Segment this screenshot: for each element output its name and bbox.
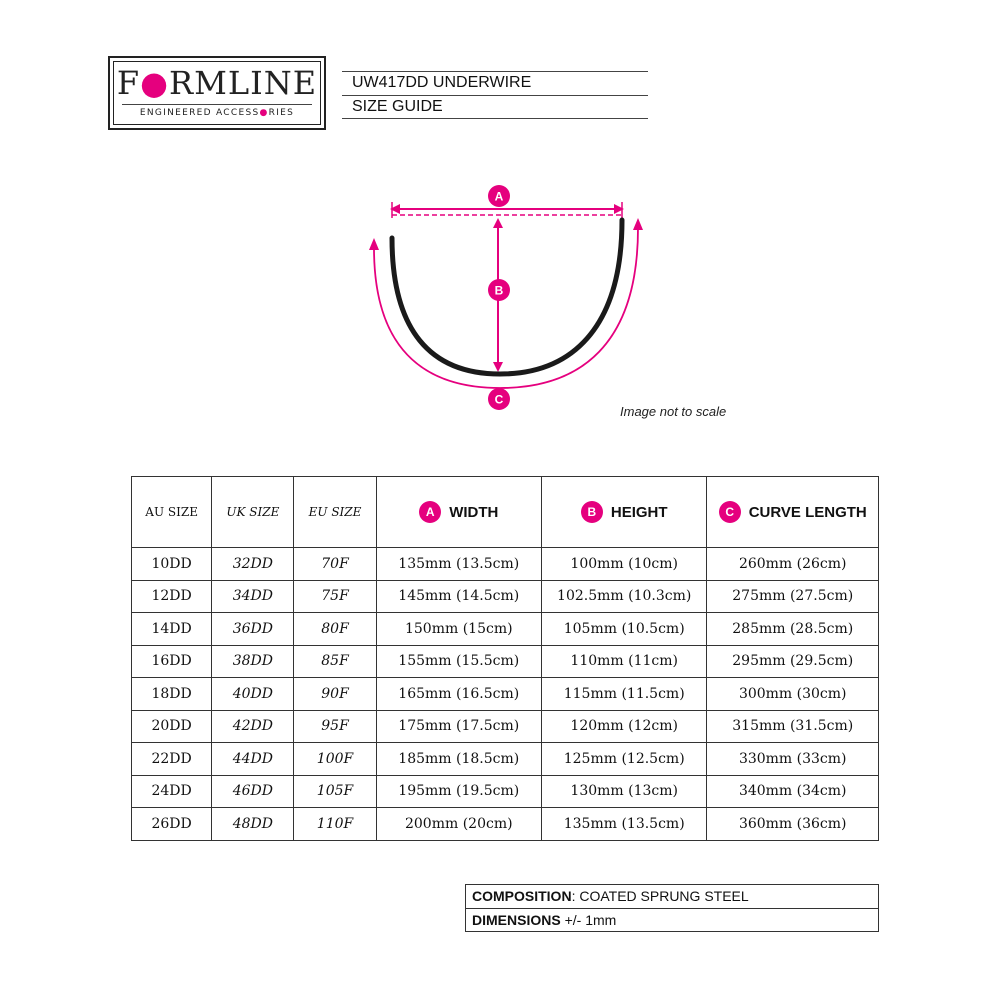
cell-height: 105mm (10.5cm) <box>541 613 707 646</box>
cell-curve: 285mm (28.5cm) <box>707 613 879 646</box>
spec-box <box>465 884 879 932</box>
label-b-text: B <box>494 283 504 298</box>
table-row <box>132 775 879 808</box>
cell-uk: 38DD <box>212 645 294 678</box>
cell-eu: 85F <box>294 645 376 678</box>
curve-arrow-path <box>374 228 638 388</box>
cell-curve: 300mm (30cm) <box>707 678 879 711</box>
logo-tagline-part2: RIES <box>268 108 295 118</box>
page-subtitle: SIZE GUIDE <box>342 95 648 119</box>
cell-uk: 36DD <box>212 613 294 646</box>
cell-eu: 75F <box>294 580 376 613</box>
cell-height: 130mm (13cm) <box>541 775 707 808</box>
table-row <box>132 645 879 678</box>
height-arrow-top-head <box>493 218 503 228</box>
cell-width: 165mm (16.5cm) <box>376 678 541 711</box>
col-curve-length <box>707 477 879 548</box>
cell-width: 135mm (13.5cm) <box>376 548 541 581</box>
scale-note: Image not to scale <box>620 404 727 419</box>
table-row <box>132 548 879 581</box>
cell-uk: 42DD <box>212 710 294 743</box>
table-row <box>132 808 879 841</box>
col-uk-size: UK SIZE <box>212 477 294 548</box>
cell-uk: 48DD <box>212 808 294 841</box>
table-row <box>132 580 879 613</box>
dimensions-label: DIMENSIONS <box>472 912 561 928</box>
cell-au: 24DD <box>132 775 212 808</box>
height-arrow-bottom-head <box>493 362 503 372</box>
curve-arrow-left-head <box>369 238 379 250</box>
cell-width: 155mm (15.5cm) <box>376 645 541 678</box>
cell-eu: 80F <box>294 613 376 646</box>
table-row <box>132 613 879 646</box>
cell-curve: 260mm (26cm) <box>707 548 879 581</box>
col-eu-size: EU SIZE <box>294 477 376 548</box>
col-au-size: AU SIZE <box>132 477 212 548</box>
dimensions-value: +/- 1mm <box>560 912 617 928</box>
composition-value: : COATED SPRUNG STEEL <box>571 888 749 904</box>
label-a-text: A <box>494 189 504 204</box>
cell-au: 26DD <box>132 808 212 841</box>
cell-height: 110mm (11cm) <box>541 645 707 678</box>
cell-height: 102.5mm (10.3cm) <box>541 580 707 613</box>
cell-uk: 34DD <box>212 580 294 613</box>
width-header-label: WIDTH <box>449 503 499 521</box>
cell-height: 125mm (12.5cm) <box>541 743 707 776</box>
cell-au: 10DD <box>132 548 212 581</box>
logo-tagline-part1: ENGINEERED ACCESS <box>139 108 260 118</box>
cell-au: 20DD <box>132 710 212 743</box>
table-row <box>132 678 879 711</box>
col-height <box>541 477 707 548</box>
table-row <box>132 710 879 743</box>
cell-curve: 340mm (34cm) <box>707 775 879 808</box>
cell-uk: 44DD <box>212 743 294 776</box>
cell-width: 200mm (20cm) <box>376 808 541 841</box>
cell-width: 195mm (19.5cm) <box>376 775 541 808</box>
cell-curve: 295mm (29.5cm) <box>707 645 879 678</box>
cell-au: 12DD <box>132 580 212 613</box>
dimensions-row <box>466 908 878 931</box>
cell-eu: 105F <box>294 775 376 808</box>
composition-label: COMPOSITION <box>472 888 572 904</box>
cell-uk: 46DD <box>212 775 294 808</box>
logo-wordmark-part1: F <box>116 64 141 102</box>
cell-height: 100mm (10cm) <box>541 548 707 581</box>
width-badge: A <box>419 501 441 523</box>
table-header-row <box>132 477 879 548</box>
cell-height: 115mm (11.5cm) <box>541 678 707 711</box>
height-badge: B <box>581 501 603 523</box>
cell-height: 135mm (13.5cm) <box>541 808 707 841</box>
cell-au: 16DD <box>132 645 212 678</box>
cell-curve: 275mm (27.5cm) <box>707 580 879 613</box>
label-c-text: C <box>494 392 504 407</box>
curve-arrow-right-head <box>633 218 643 230</box>
cell-au: 22DD <box>132 743 212 776</box>
tagline-dot-icon: ● <box>259 108 269 118</box>
cell-width: 175mm (17.5cm) <box>376 710 541 743</box>
height-header-label: HEIGHT <box>610 503 668 521</box>
col-width <box>376 477 541 548</box>
cell-au: 18DD <box>132 678 212 711</box>
size-table <box>131 476 879 841</box>
logo-dot-icon: ● <box>140 64 169 102</box>
cell-eu: 100F <box>294 743 376 776</box>
composition-row <box>466 885 878 908</box>
cell-eu: 95F <box>294 710 376 743</box>
logo-wordmark-part2: RMLINE <box>169 64 318 102</box>
cell-eu: 110F <box>294 808 376 841</box>
cell-curve: 330mm (33cm) <box>707 743 879 776</box>
cell-curve: 315mm (31.5cm) <box>707 710 879 743</box>
cell-height: 120mm (12cm) <box>541 710 707 743</box>
cell-width: 145mm (14.5cm) <box>376 580 541 613</box>
cell-eu: 70F <box>294 548 376 581</box>
cell-uk: 40DD <box>212 678 294 711</box>
cell-uk: 32DD <box>212 548 294 581</box>
table-row <box>132 743 879 776</box>
cell-width: 150mm (15cm) <box>376 613 541 646</box>
curve-badge: C <box>719 501 741 523</box>
cell-au: 14DD <box>132 613 212 646</box>
cell-curve: 360mm (36cm) <box>707 808 879 841</box>
cell-width: 185mm (18.5cm) <box>376 743 541 776</box>
product-title: UW417DD UNDERWIRE <box>342 71 648 95</box>
curve-header-label: CURVE LENGTH <box>748 503 867 521</box>
cell-eu: 90F <box>294 678 376 711</box>
